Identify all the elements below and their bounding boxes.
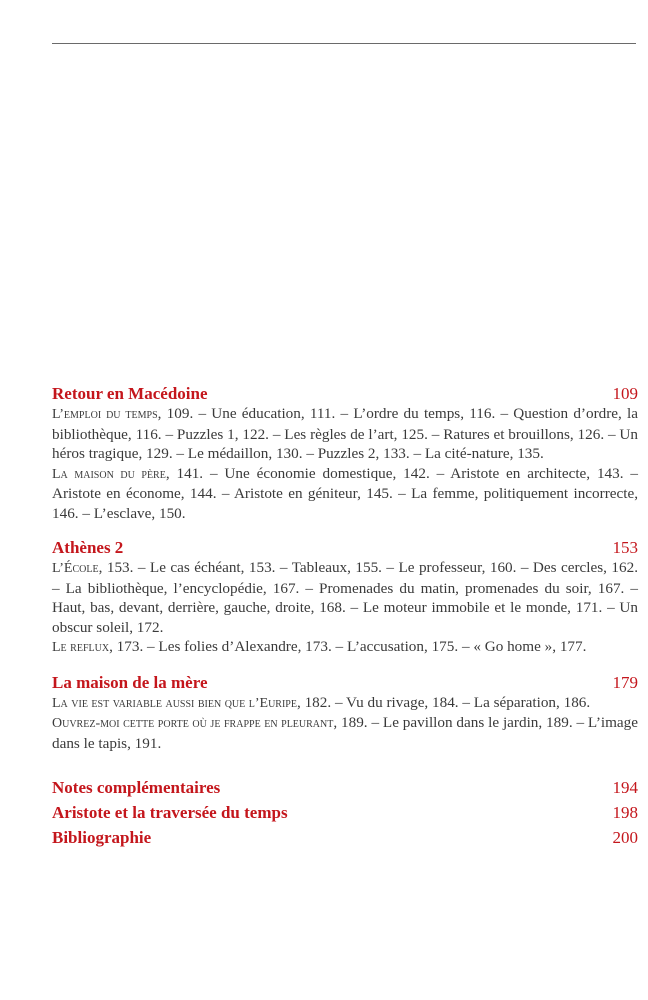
section-paragraph [52,404,638,464]
back-matter-title: Notes complémentaires [52,778,221,797]
back-matter-entry [52,825,638,850]
back-matter [52,775,638,850]
section-entries: , 109. – Une éducation, 111. – L’ordre du temps, 116. – Question d’ordre, la bibliothèque, 116. – Puzzles 1, 122. – Les règles de l’art, 125. – Ratures et brouillons, 126. – Un héros tragique, 129. – Le médaillon, 130. – Puzzles 2, 133. – La cité-nature, 135. [52,405,639,462]
back-matter-title: Aristote et la traversée du temps [52,803,288,822]
section-entries: , 189. – Le pavillon dans le jardin, 189. – L’image dans le tapis, 191. [52,714,638,752]
section-paragraph [52,713,638,753]
section-entries: , 153. – Le cas échéant, 153. – Tableaux, 155. – Le professeur, 160. – Des cercles, 162. – La bibliothèque, l’encyclopédie, 167. – Promenades du matin, promenades du soir, 167. – Haut, bas, devant, derrière, gauche, droite, 168. – Le moteur immobile et le monde, 171. – Un obscur soleil, 172. [52,559,638,636]
chapter-heading [52,383,638,404]
chapter-entry [52,537,638,658]
back-matter-title: Bibliographie [52,828,152,847]
back-matter-page-number: 198 [612,803,638,822]
chapter-page-number: 109 [612,384,638,403]
chapter-title: Retour en Macédoine [52,384,208,403]
chapter-entry [52,672,638,754]
section-heading: La maison du père [52,466,166,482]
chapter-title: Athènes 2 [52,538,124,557]
section-paragraph [52,464,638,524]
section-paragraph [52,693,638,714]
section-entries: , 173. – Les folies d’Alexandre, 173. – L’accusation, 175. – « Go home », 177. [109,638,587,655]
chapter-entry [52,383,638,523]
back-matter-page-number: 200 [612,828,638,847]
back-matter-entry [52,775,638,800]
chapter-page-number: 179 [612,672,638,692]
section-paragraph [52,637,638,658]
chapter-title: La maison de la mère [52,672,208,692]
chapter-heading [52,672,638,693]
section-paragraph [52,558,638,637]
section-heading: L’École [52,561,99,576]
chapter-page-number: 153 [612,538,638,557]
table-of-contents [52,383,638,850]
section-heading: L’emploi du temps [52,407,158,422]
top-rule [52,43,636,44]
section-heading: La vie est variable aussi bien que l’Euripe [52,695,297,711]
section-entries: , 141. – Une économie domestique, 142. – Aristote en architecte, 143. – Aristote en économe, 144. – Aristote en géniteur, 145. – La femme, politiquement incorrecte, 146. – L’esclave, 150. [52,464,638,522]
section-heading: Ouvrez-moi cette porte où je frappe en pleurant [52,716,334,731]
section-entries: , 182. – Vu du rivage, 184. – La séparation, 186. [296,693,591,711]
chapter-heading [52,537,638,558]
back-matter-entry [52,800,638,825]
back-matter-page-number: 194 [612,778,638,797]
section-heading: Le reflux [52,640,110,655]
